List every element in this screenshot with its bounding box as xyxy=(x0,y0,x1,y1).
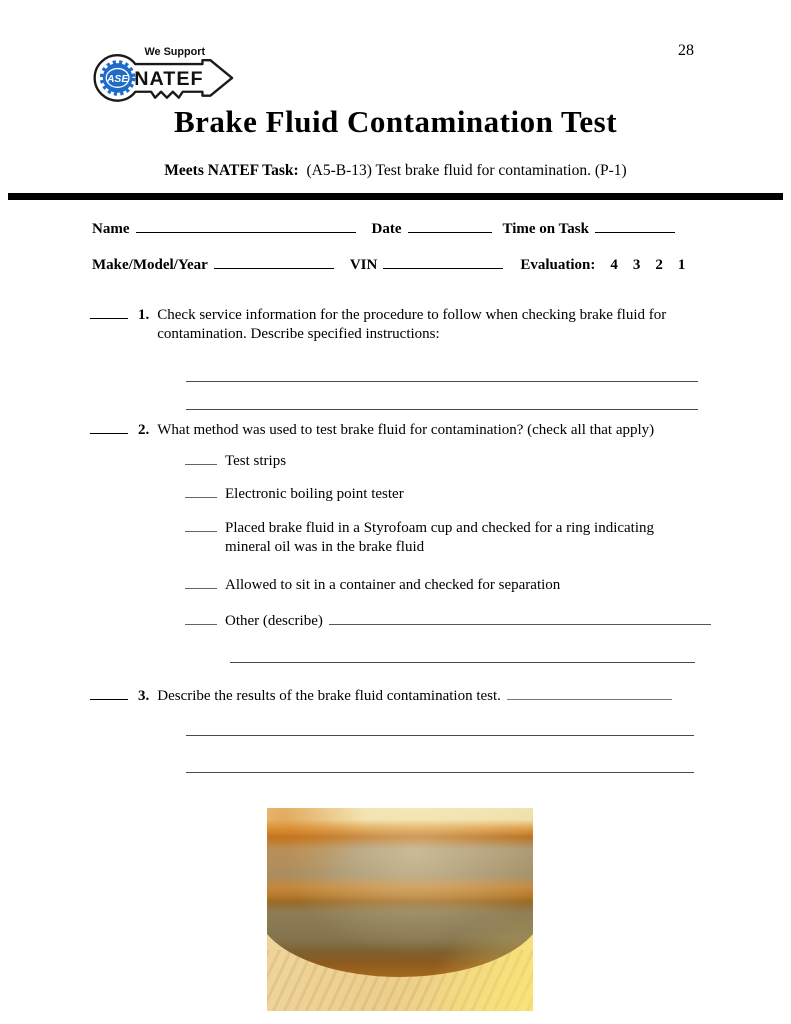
evaluation-label: Evaluation: xyxy=(520,257,596,273)
fluid-surface-sheen xyxy=(267,808,533,977)
vin-blank xyxy=(383,256,503,269)
task-text: (A5-B-13) Test brake fluid for contamination. (P-1) xyxy=(306,162,627,179)
method-option-other xyxy=(185,612,711,631)
question-2 xyxy=(90,421,697,440)
method-option-sit-in-container xyxy=(185,576,560,595)
make-model-year-blank xyxy=(214,256,334,269)
glass-bowl-with-fluid xyxy=(267,808,533,977)
method-option-styrofoam-cup xyxy=(185,519,700,557)
natef-logo xyxy=(88,40,236,106)
evaluation-score-3: 3 xyxy=(632,257,641,273)
name-blank xyxy=(136,220,356,233)
identification-row xyxy=(92,220,675,238)
key-logo-graphic xyxy=(88,40,236,106)
logo-support-text: We Support xyxy=(144,46,206,59)
question-1 xyxy=(90,306,697,344)
method-option-label: Allowed to sit in a container and checked for separation xyxy=(225,577,561,593)
method-option-label: Test strips xyxy=(225,453,287,469)
vin-label: VIN xyxy=(349,257,378,273)
ase-logo-text: ASE xyxy=(106,73,129,85)
question-2-text: What method was used to test brake fluid for contamination? (check all that apply) xyxy=(157,422,655,438)
method-option-label: Placed brake fluid in a Styrofoam cup and checked for a ring indicating mineral oil was in the brake fluid xyxy=(225,520,655,555)
task-label: Meets NATEF Task: xyxy=(164,162,299,179)
question-3-answer-line xyxy=(186,735,694,736)
vehicle-row xyxy=(92,256,685,274)
question-1-number: 1. xyxy=(138,307,150,323)
question-3-answer-line xyxy=(186,772,694,773)
name-label: Name xyxy=(92,221,130,237)
method-check-blank xyxy=(185,576,217,589)
method-check-blank xyxy=(185,485,217,498)
method-option-label: Electronic boiling point tester xyxy=(225,486,404,502)
page-title: Brake Fluid Contamination Test xyxy=(173,104,618,139)
brake-fluid-sample-photo xyxy=(267,808,533,1011)
time-on-task-blank xyxy=(595,220,675,233)
date-blank xyxy=(408,220,492,233)
question-2-number: 2. xyxy=(138,422,150,438)
method-option-boiling-point-tester xyxy=(185,485,404,504)
method-check-blank xyxy=(185,612,217,625)
method-option-label: Other (describe) xyxy=(225,613,323,629)
natef-task-line xyxy=(0,162,791,180)
date-label: Date xyxy=(371,221,402,237)
evaluation-score-4: 4 xyxy=(610,257,618,273)
evaluation-score-1: 1 xyxy=(677,257,686,273)
make-model-year-label: Make/Model/Year xyxy=(92,257,208,273)
evaluation-score-2: 2 xyxy=(655,257,663,273)
method-check-blank xyxy=(185,519,217,532)
question-3-inline-blank xyxy=(507,687,672,700)
question-1-text: Check service information for the procedure to follow when checking brake fluid for contamination. Describe specified instructions: xyxy=(157,307,667,343)
logo-org-text: NATEF xyxy=(134,67,204,90)
time-on-task-label: Time on Task xyxy=(502,221,589,237)
question-2-grade-blank xyxy=(90,421,128,434)
question-3 xyxy=(90,687,672,706)
other-describe-answer-line xyxy=(230,662,695,663)
question-1-grade-blank xyxy=(90,306,128,319)
question-3-grade-blank xyxy=(90,687,128,700)
question-3-text: Describe the results of the brake fluid contamination test. xyxy=(157,688,501,704)
header-divider-rule xyxy=(8,193,783,200)
question-3-number: 3. xyxy=(138,688,150,704)
question-1-answer-line xyxy=(186,409,698,410)
page-number: 28 xyxy=(678,42,694,59)
method-option-test-strips xyxy=(185,452,286,471)
other-describe-blank xyxy=(329,612,711,625)
question-1-answer-line xyxy=(186,381,698,382)
method-check-blank xyxy=(185,452,217,465)
